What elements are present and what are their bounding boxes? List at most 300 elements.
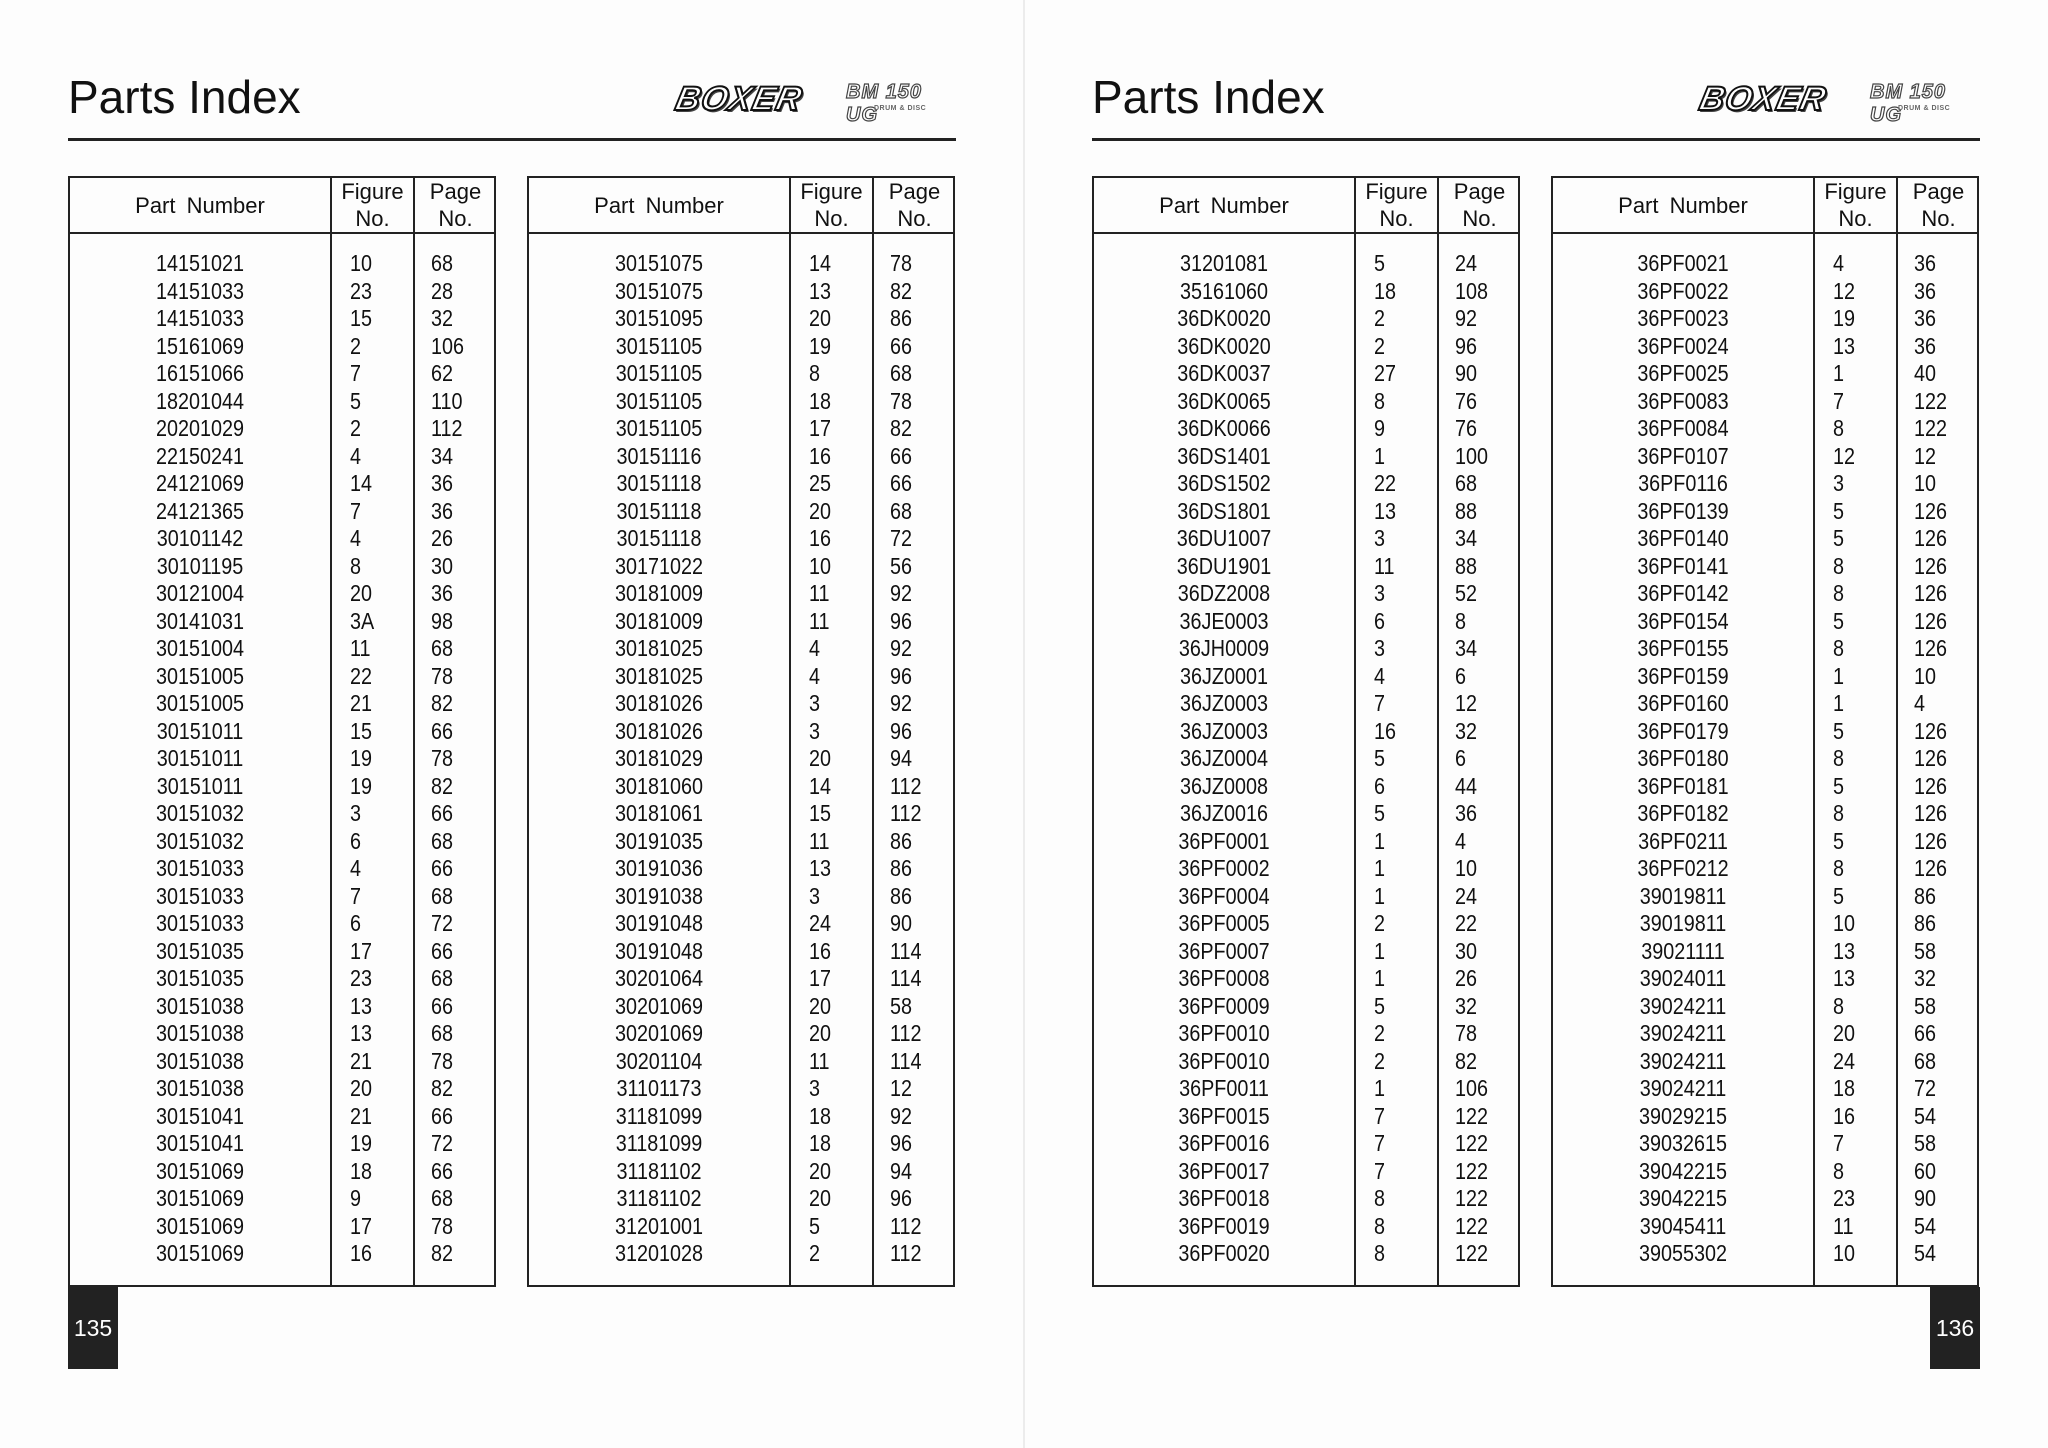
- figure-no-cell: 23: [350, 277, 373, 304]
- part-number-cell: 31181102: [616, 1185, 702, 1211]
- table-row: [1553, 883, 1977, 911]
- table-row: [1094, 470, 1518, 498]
- figure-no-cell: 5: [1374, 745, 1386, 771]
- page-no-cell: 24: [1455, 250, 1478, 276]
- part-number-cell: 30181009: [614, 607, 704, 634]
- table-row: [1553, 1158, 1977, 1186]
- page-no-cell: 66: [431, 992, 454, 1019]
- page-no-cell: 96: [890, 607, 913, 634]
- table-row: [70, 718, 494, 746]
- table-row: [70, 1240, 494, 1268]
- part-number-cell: 30151118: [616, 497, 702, 524]
- page-no-cell: 78: [890, 387, 913, 414]
- figure-no-cell: 15: [350, 305, 373, 331]
- table-row: [1553, 333, 1977, 361]
- table-row: [1553, 910, 1977, 938]
- table-row: [1094, 278, 1518, 306]
- table-row: [1094, 883, 1518, 911]
- table-row: [1094, 1158, 1518, 1186]
- part-number-cell: 31201028: [614, 1240, 704, 1266]
- table-row: [70, 993, 494, 1021]
- part-number-cell: 15161069: [155, 332, 245, 359]
- part-number-cell: 36PF0182: [1637, 800, 1729, 826]
- table-row: [1094, 1048, 1518, 1076]
- table-row: [1094, 525, 1518, 553]
- figure-no-cell: 6: [1374, 772, 1386, 799]
- figure-no-cell: 7: [350, 360, 362, 386]
- table-row: [529, 910, 953, 938]
- part-number-cell: 30151005: [155, 690, 245, 716]
- table-row: [1553, 1213, 1977, 1241]
- table-row: [70, 773, 494, 801]
- page-header: [1092, 68, 1980, 142]
- figure-no-cell: 17: [350, 1212, 373, 1239]
- page-no-cell: 82: [431, 772, 454, 799]
- page-no-cell: 58: [890, 992, 913, 1019]
- figure-no-cell: 13: [350, 1020, 373, 1046]
- part-number-cell: 36JZ0016: [1180, 800, 1268, 826]
- part-number-cell: 36PF0021: [1637, 250, 1729, 276]
- page-no-cell: 122: [1914, 387, 1948, 414]
- part-number-cell: 30181009: [614, 580, 704, 606]
- figure-no-cell: 23: [1833, 1185, 1856, 1211]
- figure-no-cell: 20: [809, 305, 832, 331]
- table-row: [70, 910, 494, 938]
- figure-no-cell: 2: [1374, 332, 1386, 359]
- page-no-cell: 96: [890, 1130, 913, 1156]
- page-no-cell: 68: [1914, 1047, 1937, 1074]
- page-no-cell: 10: [1914, 662, 1937, 689]
- page-no-cell: 60: [1914, 1157, 1937, 1184]
- figure-no-cell: 19: [1833, 305, 1856, 331]
- page-no-cell: 96: [890, 1185, 913, 1211]
- figure-no-cell: 1: [1833, 662, 1845, 689]
- figure-no-cell: 4: [1374, 662, 1386, 689]
- figure-no-cell: 4: [809, 635, 821, 661]
- page-no-cell: 66: [431, 937, 454, 964]
- part-number-cell: 39021111: [1641, 937, 1725, 964]
- brand-logo: [1696, 80, 1980, 126]
- part-number-cell: 30151069: [155, 1185, 245, 1211]
- figure-no-cell: 13: [350, 992, 373, 1019]
- page-no-cell: 106: [1455, 1075, 1489, 1101]
- page-no-cell: 36: [1914, 250, 1937, 276]
- figure-no-cell: 8: [1833, 992, 1845, 1019]
- table-row: [1553, 635, 1977, 663]
- table-row: [1553, 690, 1977, 718]
- page-no-cell: 12: [1914, 442, 1937, 469]
- table-row: [1094, 828, 1518, 856]
- part-number-cell: 39024211: [1639, 1047, 1727, 1074]
- page-no-cell: 32: [431, 305, 454, 331]
- page-no-cell: 68: [431, 1020, 454, 1046]
- page-no-cell: 68: [890, 360, 913, 386]
- part-number-cell: 36DS1401: [1177, 442, 1271, 469]
- table-row: [1553, 278, 1977, 306]
- page-no-cell: 76: [1455, 387, 1478, 414]
- page-no-cell: 114: [890, 1047, 922, 1074]
- table-row: [1094, 635, 1518, 663]
- page-no-cell: 54: [1914, 1240, 1937, 1266]
- figure-no-cell: 11: [809, 827, 830, 854]
- part-number-cell: 39045411: [1639, 1212, 1727, 1239]
- table-row: [1553, 745, 1977, 773]
- part-number-cell: 30151005: [155, 662, 245, 689]
- table-row: [1094, 965, 1518, 993]
- table-row: [529, 690, 953, 718]
- page-no-cell: 112: [890, 800, 922, 826]
- part-number-cell: 30151075: [614, 277, 704, 304]
- figure-no-cell: 20: [809, 1157, 832, 1184]
- table-header: [529, 178, 953, 234]
- table-row: [529, 415, 953, 443]
- table-row: [70, 800, 494, 828]
- page-title: Parts Index: [1092, 71, 1325, 123]
- part-number-cell: 30151033: [155, 855, 245, 881]
- table-row: [1553, 608, 1977, 636]
- figure-no-cell: 5: [1833, 827, 1845, 854]
- table-row: [1094, 1020, 1518, 1048]
- figure-no-cell: 8: [1833, 1157, 1845, 1184]
- page-no-cell: 58: [1914, 992, 1937, 1019]
- part-number-cell: 30201069: [614, 992, 704, 1019]
- page-no-cell: 68: [431, 1185, 454, 1211]
- page-no-cell: 10: [1914, 470, 1937, 496]
- table-row: [529, 1130, 953, 1158]
- page-no-cell: 24: [1455, 882, 1478, 909]
- table-row: [70, 1020, 494, 1048]
- table-row: [1553, 553, 1977, 581]
- page-no-cell: 126: [1914, 717, 1948, 744]
- page-no-cell: 86: [890, 305, 913, 331]
- figure-no-cell: 6: [350, 827, 362, 854]
- page-no-cell: 94: [890, 745, 913, 771]
- page-no-cell: 112: [890, 1240, 922, 1266]
- page-no-cell: 82: [431, 1240, 454, 1266]
- page-no-cell: 62: [431, 360, 454, 386]
- table-row: [529, 938, 953, 966]
- page-no-cell: 122: [1455, 1157, 1489, 1184]
- page-no-cell: 108: [1455, 277, 1489, 304]
- figure-no-cell: 1: [1374, 442, 1386, 469]
- table-row: [1094, 910, 1518, 938]
- brand-variant: DRUM & DISC: [1898, 105, 1951, 112]
- page-no-cell: 126: [1914, 525, 1948, 551]
- part-number-cell: 36PF0142: [1637, 580, 1729, 606]
- part-number-cell: 36PF0025: [1637, 360, 1729, 386]
- page-no-cell: 6: [1455, 745, 1467, 771]
- table-row: [70, 855, 494, 883]
- table-row: [1094, 745, 1518, 773]
- figure-no-cell: 22: [350, 662, 373, 689]
- part-number-cell: 30151041: [155, 1130, 245, 1156]
- part-number-cell: 30151011: [156, 717, 244, 744]
- figure-no-cell: 2: [1374, 1047, 1386, 1074]
- table-row: [1094, 938, 1518, 966]
- part-number-cell: 30151105: [615, 360, 703, 386]
- table-row: [1553, 360, 1977, 388]
- figure-no-cell: 1: [1374, 827, 1386, 854]
- part-number-cell: 30181060: [614, 772, 704, 799]
- part-number-cell: 39042215: [1638, 1185, 1728, 1211]
- figure-no-cell: 2: [1374, 1020, 1386, 1046]
- part-number-cell: 36JZ0001: [1180, 662, 1268, 689]
- page-no-cell: 92: [1455, 305, 1478, 331]
- figure-no-cell: 7: [1374, 1102, 1386, 1129]
- page-no-cell: 78: [431, 662, 454, 689]
- figure-no-cell: 8: [1833, 635, 1845, 661]
- table-row: [1553, 525, 1977, 553]
- figure-no-cell: 4: [350, 525, 362, 551]
- table-row: [70, 580, 494, 608]
- brand-model: BM 150 UG: [846, 81, 923, 126]
- table-row: [1094, 250, 1518, 278]
- table-row: [1553, 938, 1977, 966]
- part-number-cell: 30201104: [615, 1047, 703, 1074]
- table-row: [1094, 498, 1518, 526]
- page-no-cell: 122: [1455, 1130, 1489, 1156]
- part-number-cell: 36PF0116: [1638, 470, 1728, 496]
- page-no-cell: 92: [890, 580, 913, 606]
- page-no-cell: 34: [1455, 525, 1478, 551]
- table-row: [1553, 470, 1977, 498]
- part-number-cell: 30151041: [155, 1102, 245, 1129]
- figure-no-cell: 8: [1833, 855, 1845, 881]
- page-no-cell: 54: [1914, 1212, 1937, 1239]
- brand-model: BM 150 UG: [1870, 81, 1947, 126]
- page-no-cell: 78: [431, 745, 454, 771]
- table-row: [1094, 388, 1518, 416]
- figure-no-cell: 14: [809, 250, 832, 276]
- page-no-cell: 44: [1455, 772, 1478, 799]
- figure-no-cell: 18: [809, 1130, 832, 1156]
- page-no-cell: 90: [890, 910, 913, 936]
- table-row: [70, 828, 494, 856]
- figure-no-cell: 11: [809, 607, 830, 634]
- part-number-cell: 30151035: [155, 965, 245, 991]
- figure-no-cell: 13: [1833, 937, 1856, 964]
- page-no-cell: 66: [890, 470, 913, 496]
- table-row: [1094, 305, 1518, 333]
- page-no-cell: 126: [1914, 855, 1948, 881]
- figure-no-cell: 12: [1833, 277, 1856, 304]
- table-row: [529, 800, 953, 828]
- figure-no-cell: 3: [809, 882, 821, 909]
- page-no-cell: 28: [431, 277, 454, 304]
- page-no-cell: 122: [1455, 1240, 1489, 1266]
- table-row: [529, 580, 953, 608]
- figure-no-cell: 3: [350, 800, 362, 826]
- header-part-number: Part Number: [1159, 192, 1289, 218]
- table-row: [1094, 1075, 1518, 1103]
- figure-no-cell: 8: [1374, 1185, 1386, 1211]
- page-no-cell: 34: [431, 442, 454, 469]
- figure-no-cell: 5: [1833, 717, 1845, 744]
- figure-no-cell: 20: [350, 1075, 373, 1101]
- part-number-cell: 36PF0007: [1178, 937, 1270, 964]
- page-no-cell: 78: [431, 1047, 454, 1074]
- table-body: [1094, 250, 1518, 1268]
- figure-no-cell: 2: [350, 332, 362, 359]
- part-number-cell: 18201044: [155, 387, 245, 414]
- page-no-cell: 66: [890, 442, 913, 469]
- part-number-cell: 30151069: [155, 1157, 245, 1184]
- part-number-cell: 39042215: [1638, 1157, 1728, 1184]
- page-no-cell: 122: [1455, 1212, 1489, 1239]
- page-no-cell: 32: [1455, 717, 1478, 744]
- table-row: [70, 1075, 494, 1103]
- table-row: [529, 883, 953, 911]
- figure-no-cell: 7: [1374, 1157, 1386, 1184]
- figure-no-cell: 3: [809, 1075, 821, 1101]
- table-row: [529, 1185, 953, 1213]
- part-number-cell: 36PF0083: [1637, 387, 1729, 414]
- page-no-cell: 32: [1914, 965, 1937, 991]
- part-number-cell: 36DK0066: [1177, 415, 1271, 441]
- figure-no-cell: 3: [1374, 580, 1386, 606]
- figure-no-cell: 13: [809, 855, 832, 881]
- parts-table: [1551, 176, 1979, 1287]
- header-part-number: Part Number: [594, 192, 724, 218]
- figure-no-cell: 25: [809, 470, 832, 496]
- figure-no-cell: 8: [1833, 580, 1845, 606]
- part-number-cell: 30151032: [155, 827, 245, 854]
- table-row: [70, 305, 494, 333]
- figure-no-cell: 8: [1374, 1212, 1386, 1239]
- figure-no-cell: 8: [809, 360, 821, 386]
- figure-no-cell: 1: [1374, 855, 1386, 881]
- figure-no-cell: 5: [1374, 992, 1386, 1019]
- figure-no-cell: 16: [809, 937, 832, 964]
- part-number-cell: 39024211: [1639, 1075, 1727, 1101]
- page-no-cell: 126: [1914, 745, 1948, 771]
- figure-no-cell: 5: [1833, 772, 1845, 799]
- table-row: [529, 388, 953, 416]
- figure-no-cell: 4: [809, 662, 821, 689]
- page-no-cell: 86: [890, 827, 913, 854]
- figure-no-cell: 10: [1833, 910, 1856, 936]
- table-header: [1094, 178, 1518, 234]
- table-row: [70, 608, 494, 636]
- parts-table: [527, 176, 955, 1287]
- figure-no-cell: 18: [1374, 277, 1397, 304]
- table-row: [529, 278, 953, 306]
- part-number-cell: 36PF0010: [1178, 1047, 1270, 1074]
- header-figure-no: Figure No.: [1365, 179, 1428, 231]
- part-number-cell: 30121004: [155, 580, 245, 606]
- page-no-cell: 72: [1914, 1075, 1937, 1101]
- part-number-cell: 30171022: [614, 552, 704, 579]
- figure-no-cell: 4: [350, 855, 362, 881]
- figure-no-cell: 19: [809, 332, 832, 359]
- part-number-cell: 39055302: [1638, 1240, 1728, 1266]
- page-no-cell: 72: [431, 1130, 454, 1156]
- figure-no-cell: 5: [350, 387, 362, 414]
- page-no-cell: 92: [890, 1102, 913, 1129]
- part-number-cell: 39024211: [1639, 1020, 1727, 1046]
- part-number-cell: 30151105: [615, 387, 703, 414]
- table-row: [70, 965, 494, 993]
- table-row: [529, 1240, 953, 1268]
- part-number-cell: 36PF0020: [1178, 1240, 1270, 1266]
- table-row: [1553, 1020, 1977, 1048]
- part-number-cell: 36PF0002: [1178, 855, 1270, 881]
- figure-no-cell: 18: [809, 1102, 832, 1129]
- figure-no-cell: 8: [1833, 415, 1845, 441]
- page-no-cell: 66: [431, 1102, 454, 1129]
- part-number-cell: 36PF0211: [1638, 827, 1728, 854]
- page-no-cell: 122: [1455, 1185, 1489, 1211]
- part-number-cell: 36PF0004: [1178, 882, 1270, 909]
- page-no-cell: 90: [1455, 360, 1478, 386]
- page-no-cell: 112: [431, 415, 463, 441]
- part-number-cell: 36PF0179: [1637, 717, 1729, 744]
- part-number-cell: 24121365: [155, 497, 245, 524]
- figure-no-cell: 5: [1374, 800, 1386, 826]
- page-no-cell: 114: [890, 965, 922, 991]
- part-number-cell: 20201029: [155, 415, 245, 441]
- table-row: [70, 663, 494, 691]
- figure-no-cell: 5: [809, 1212, 821, 1239]
- page-no-cell: 96: [890, 717, 913, 744]
- figure-no-cell: 18: [809, 387, 832, 414]
- page-no-cell: 12: [890, 1075, 913, 1101]
- page-no-cell: 66: [431, 855, 454, 881]
- part-number-cell: 36PF0022: [1637, 277, 1729, 304]
- table-row: [529, 498, 953, 526]
- page-no-cell: 34: [1455, 635, 1478, 661]
- figure-no-cell: 1: [1833, 360, 1845, 386]
- part-number-cell: 30151011: [156, 772, 244, 799]
- page-no-cell: 32: [1455, 992, 1478, 1019]
- figure-no-cell: 1: [1374, 937, 1386, 964]
- page-no-cell: 112: [890, 1020, 922, 1046]
- table-row: [529, 718, 953, 746]
- part-number-cell: 30191038: [614, 882, 704, 909]
- figure-no-cell: 16: [1374, 717, 1397, 744]
- table-row: [1094, 608, 1518, 636]
- header-page-no: Page No.: [1912, 179, 1965, 231]
- page-no-cell: 78: [431, 1212, 454, 1239]
- part-number-cell: 36JZ0004: [1180, 745, 1268, 771]
- page-no-cell: 88: [1455, 552, 1478, 579]
- figure-no-cell: 21: [350, 1047, 373, 1074]
- page-no-cell: 72: [431, 910, 454, 936]
- page-no-cell: 82: [890, 415, 913, 441]
- table-row: [70, 635, 494, 663]
- table-row: [529, 965, 953, 993]
- part-number-cell: 30191048: [614, 910, 704, 936]
- part-number-cell: 31201081: [1179, 250, 1269, 276]
- table-row: [529, 1213, 953, 1241]
- page-no-cell: 36: [431, 470, 454, 496]
- part-number-cell: 30151035: [155, 937, 245, 964]
- part-number-cell: 36DK0020: [1177, 332, 1271, 359]
- table-row: [70, 1213, 494, 1241]
- part-number-cell: 36DK0037: [1177, 360, 1271, 386]
- figure-no-cell: 18: [1833, 1075, 1856, 1101]
- table-row: [529, 608, 953, 636]
- page-no-cell: 30: [1455, 937, 1478, 964]
- page-no-cell: 8: [1455, 607, 1467, 634]
- part-number-cell: 36JZ0003: [1180, 690, 1268, 716]
- figure-no-cell: 19: [350, 772, 373, 799]
- figure-no-cell: 7: [350, 497, 362, 524]
- page-no-cell: 68: [431, 635, 454, 661]
- table-row: [70, 360, 494, 388]
- figure-no-cell: 19: [350, 1130, 373, 1156]
- figure-no-cell: 24: [809, 910, 832, 936]
